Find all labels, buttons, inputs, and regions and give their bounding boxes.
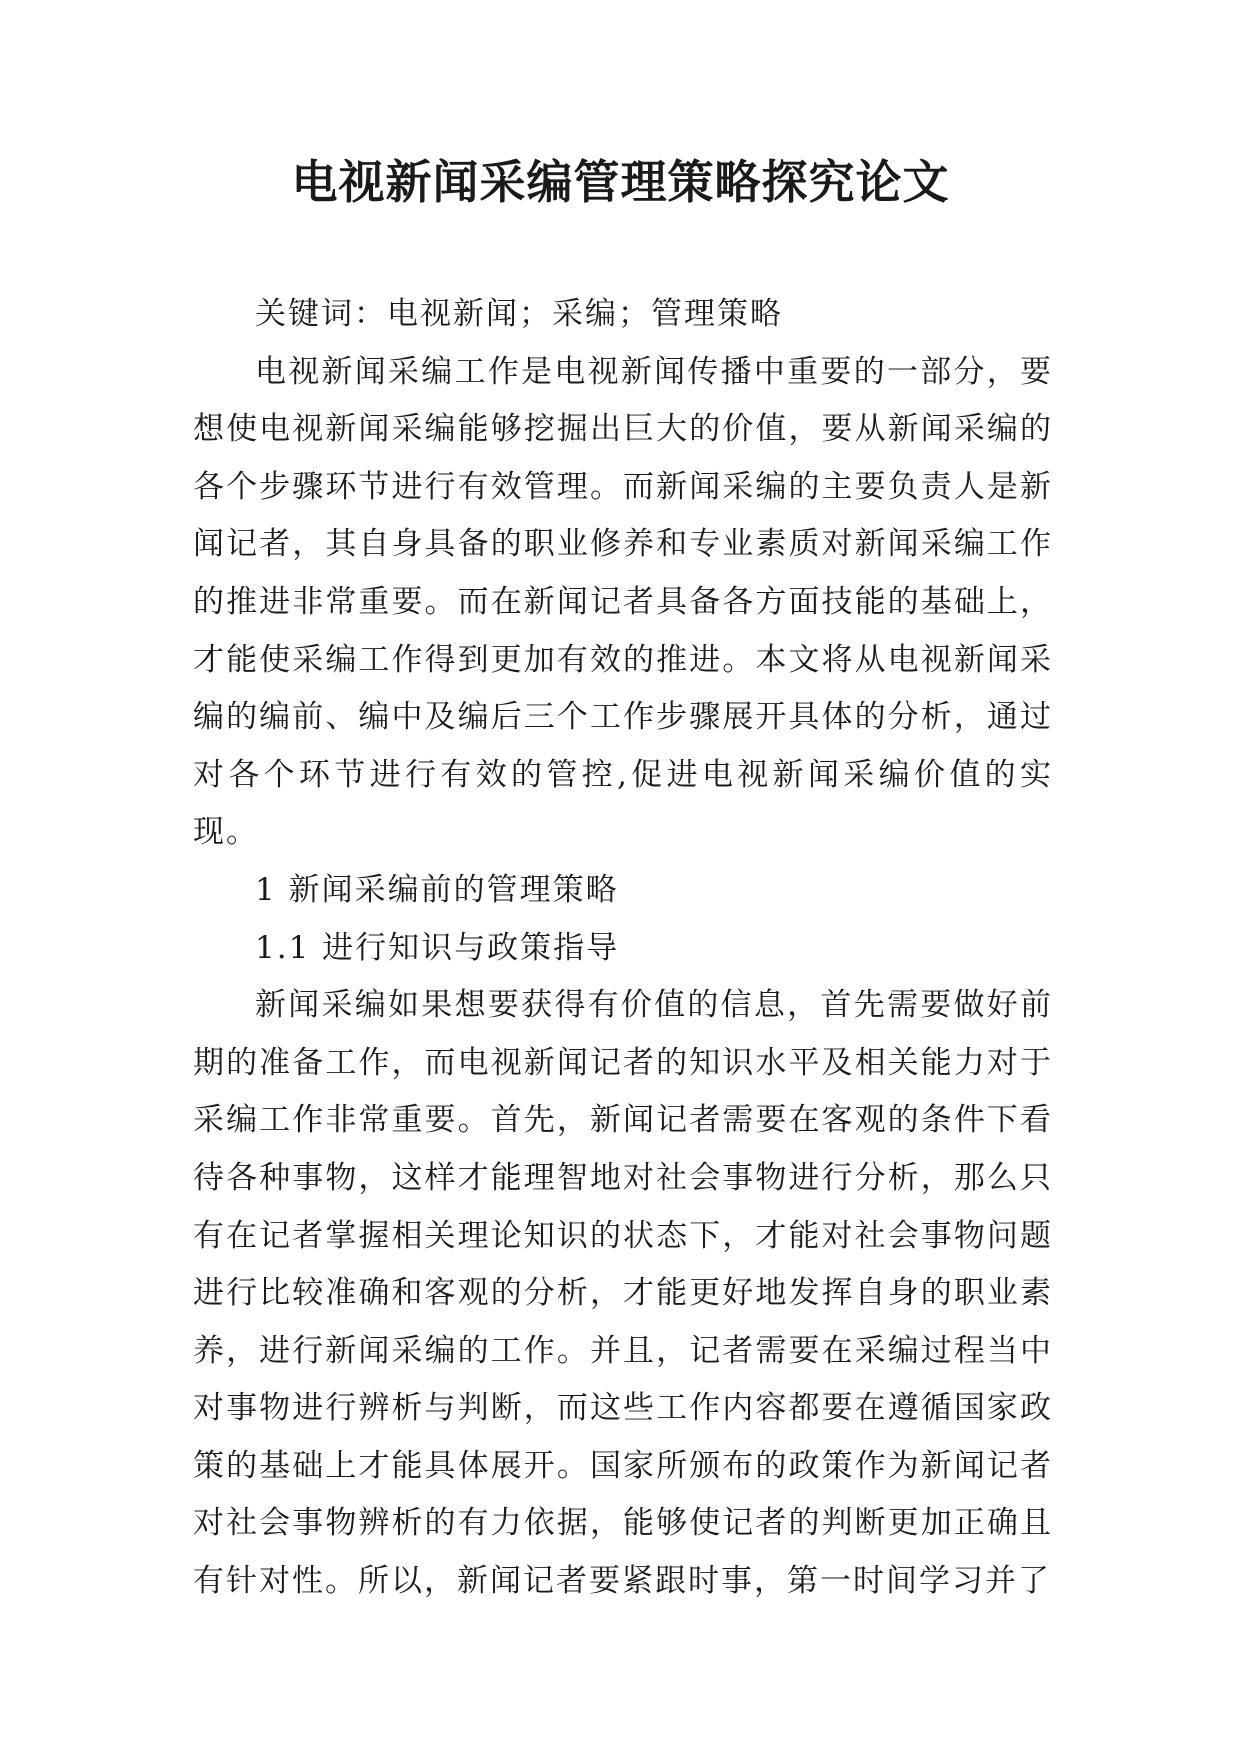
section-heading: 1 新闻采编前的管理策略 <box>255 871 619 908</box>
body-paragraph: 新闻采编如果想要获得有价值的信息，首先需要做好前期的准备工作，而电视新闻记者的知识水平及相关能力对于采编工作非常重要。首先，新闻记者需要在客观的条件下看待各种事物，这样才能理智地对社会事物进行分析，那么只有在记者掌握相关理论知识的状态下，才能对社会事物问题进行比较准确和客观的分析，才能更好地发挥自身的职业素养，进行新闻采编的工作。并且，记者需要在采编过程当中对事物进行辨析与判断，而这些工作内容都要在遵循国家政策的基础上才能具体展开。国家所颁布的政策作为新闻记者对社会事物辨析的有力依据，能够使记者的判断更加正确且有针对性。所以，新闻记者要紧跟时事，第一时间学习并了 <box>193 987 1053 1600</box>
abstract-paragraph: 电视新闻采编工作是电视新闻传播中重要的一部分，要想使电视新闻采编能够挖掘出巨大的价值，要从新闻采编的各个步骤环节进行有效管理。而新闻采编的主要负责人是新闻记者，其自身具备的职业修养和专业素质对新闻采编工作的推进非常重要。而在新闻记者具备各方面技能的基础上，才能使采编工作得到更加有效的推进。本文将从电视新闻采编的编前、编中及编后三个工作步骤展开具体的分析，通过对各个环节进行有效的管控,促进电视新闻采编价值的实现。 <box>193 353 1053 851</box>
subsection-heading: 1.1 进行知识与政策指导 <box>255 929 620 966</box>
keywords-line: 关键词：电视新闻；采编；管理策略 <box>255 296 783 332</box>
document-title: 电视新闻采编管理策略探究论文 <box>291 155 950 209</box>
document-body <box>193 286 1053 1611</box>
